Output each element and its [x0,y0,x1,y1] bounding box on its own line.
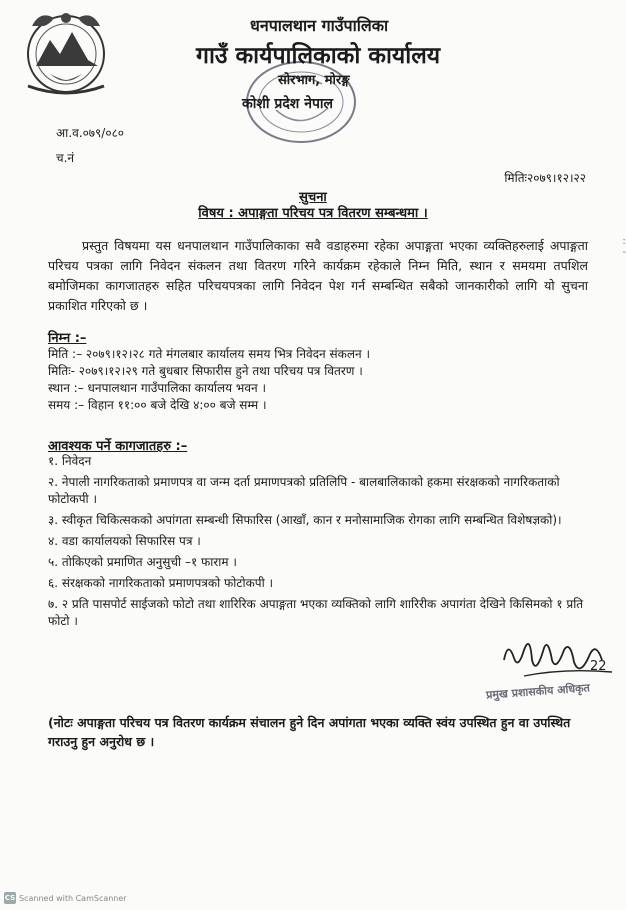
officer-title-stamp: प्रमुख प्रशासकीय अधिकृत [485,681,591,702]
municipality-name: धनपालथान गाउँपालिका [250,16,389,35]
schedule-line: स्थान :– धनपालथान गाउँपालिका कार्यालय भवन । [48,381,267,395]
document-item: ६. संरक्षकको नागरिकताको प्रमाणपत्रको फोटोकपी । [48,576,274,590]
schedule-line: समय :– विहान ११:०० बजे देखि ४:०० बजे सम्म । [48,398,267,412]
document-item: १. निवेदन [48,454,92,468]
scanner-text: Scanned with CamScanner [19,893,127,903]
camscanner-logo-icon: CS [4,894,16,902]
schedule-heading: निम्न :– [48,331,87,346]
notice-title: सुचना [299,190,327,205]
documents-heading: आवश्यक पर्ने कागजातहरु :– [48,439,188,454]
svg-text:22: 22 [590,659,607,674]
nepal-emblem-icon [10,4,122,100]
schedule-list [48,346,608,414]
office-province: कोशी प्रदेश नेपाल [242,96,334,112]
notice-paragraph: प्रस्तुत विषयमा यस धनपालथान गाउँपालिकाका सवै वडाहरुमा रहेका अपाङ्गता भएका व्यक्तिहरुलाई अपाङ्गता परिचय पत्रका लागि निवेदन संकलन तथा वितरण गरिने कार्यक्रम रहेकाले निम्न मिति, स्थान र समयमा तपशिल बमोजिमका कागजातहरु सहित परिचयपत्रका लागि निवेदन पेश गर्न सम्बन्धित सबैको जानकारीको लागि यो सुचना प्रकाशित गरिएको छ । [48,238,588,313]
schedule-line: मिति :– २०७९।१२।२८ गते मंगलबार कार्यालय समय भित्र निवेदन संकलन । [48,347,371,361]
document-item: ७. २ प्रति पासपोर्ट साईजको फोटो तथा शारिरिक अपाङ्गता भएका व्यक्तिको लागि शारिरीक अपागंता देखिने किसिमको १ प्रति फोटो । [48,597,584,628]
office-location: सोरभाग, मोरङ्ग [278,73,350,88]
letter-date: मितिः२०७९।१२।२२ [504,171,586,185]
notice-subject: विषय : अपाङ्गता परिचय पत्र वितरण सम्बन्धमा । [198,206,428,221]
document-item: ५. तोकिएको प्रमाणित अनुसुची –१ फाराम । [48,555,237,569]
dispatch-number: च.नं [56,151,75,165]
fiscal-year-reference: आ.व.०७९/०८० [56,126,125,140]
document-item: २. नेपाली नागरिकताको प्रमाणपत्र वा जन्म दर्ता प्रमाणपत्रको प्रतिलिपि - बालबालिकाको हकमा संरक्षकको नागरिकताको फोटोकपी । [48,475,560,506]
document-item: ३. स्वीकृत चिकित्सकको अपांगता सम्बन्धी सिफारिस (आखाँ, कान र मनोसामाजिक रोगका लागि सम्बन्धित विशेषज्ञको)। [48,513,562,527]
schedule-line: मितिः- २०७९।१२।२९ गते बुधबार सिफारीस हुने तथा परिचय पत्र वितरण । [48,364,363,378]
documents-list [48,453,588,634]
office-name: गाउँ कार्यपालिकाको कार्यालय [196,43,441,69]
edge-scan-marks: : - [622,236,626,258]
scanner-watermark [4,892,127,904]
notice-note: (नोटः अपाङ्गता परिचय पत्र वितरण कार्यक्रम संचालन हुने दिन अपांगता भएका व्यक्ति स्वंय उपस्थित हुन वा उपस्थित गराउनु हुन अनुरोध छ । [48,715,571,749]
document-item: ४. वडा कार्यालयको सिफारिस पत्र । [48,534,201,548]
